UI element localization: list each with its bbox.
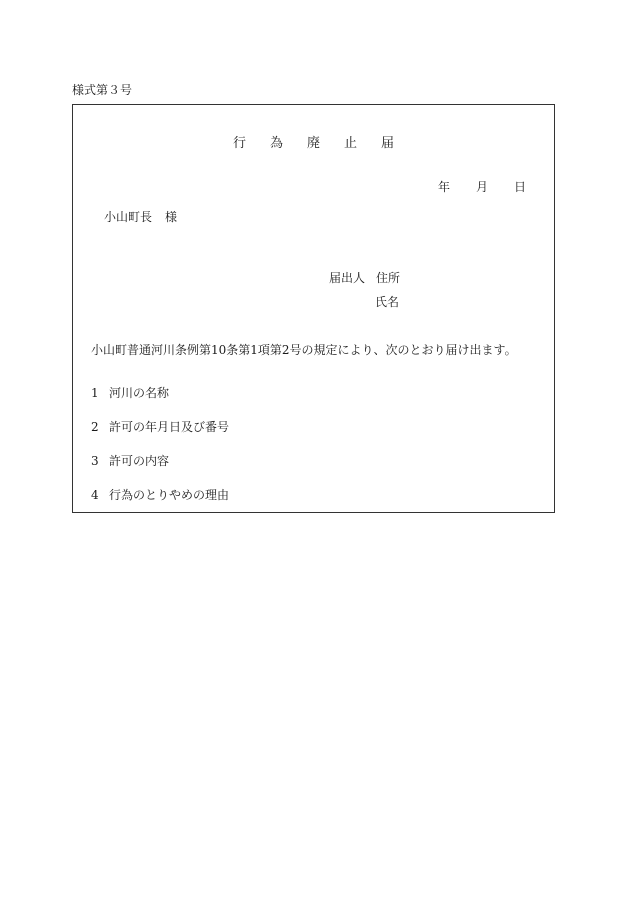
statement-text: 小山町普通河川条例第10条第1項第2号の規定により、次のとおり届け出ます。	[91, 343, 517, 357]
list-item	[91, 486, 229, 520]
item-number: 4	[91, 488, 99, 502]
item-list	[91, 384, 229, 520]
name-label: 氏名	[375, 295, 400, 309]
item-text: 行為のとりやめの理由	[109, 488, 230, 502]
applicant-address-row	[329, 269, 400, 286]
addressee-name: 小山町長	[104, 210, 153, 224]
list-item	[91, 418, 229, 452]
item-number: 3	[91, 454, 99, 468]
item-number: 1	[91, 386, 99, 400]
item-text: 許可の年月日及び番号	[109, 420, 230, 434]
addressee	[104, 208, 177, 225]
list-item	[91, 452, 229, 486]
date-line	[438, 178, 526, 195]
applicant-label: 届出人	[329, 271, 366, 285]
date-year: 年	[437, 180, 450, 194]
title-char: 為	[269, 136, 283, 151]
title-char: 廃	[306, 136, 320, 151]
title-char: 行	[232, 136, 246, 151]
item-number: 2	[91, 420, 99, 434]
addressee-honorific: 様	[165, 210, 178, 224]
date-month: 月	[475, 180, 488, 194]
title-char: 届	[381, 136, 395, 151]
item-text: 河川の名称	[109, 386, 170, 400]
form-box	[72, 104, 555, 513]
form-number: 様式第３号	[72, 83, 133, 97]
address-label: 住所	[376, 271, 401, 285]
form-title	[73, 132, 554, 151]
title-char: 止	[344, 136, 358, 151]
applicant-name-row	[375, 293, 399, 310]
list-item	[91, 384, 229, 418]
item-text: 許可の内容	[109, 454, 170, 468]
date-day: 日	[513, 180, 526, 194]
